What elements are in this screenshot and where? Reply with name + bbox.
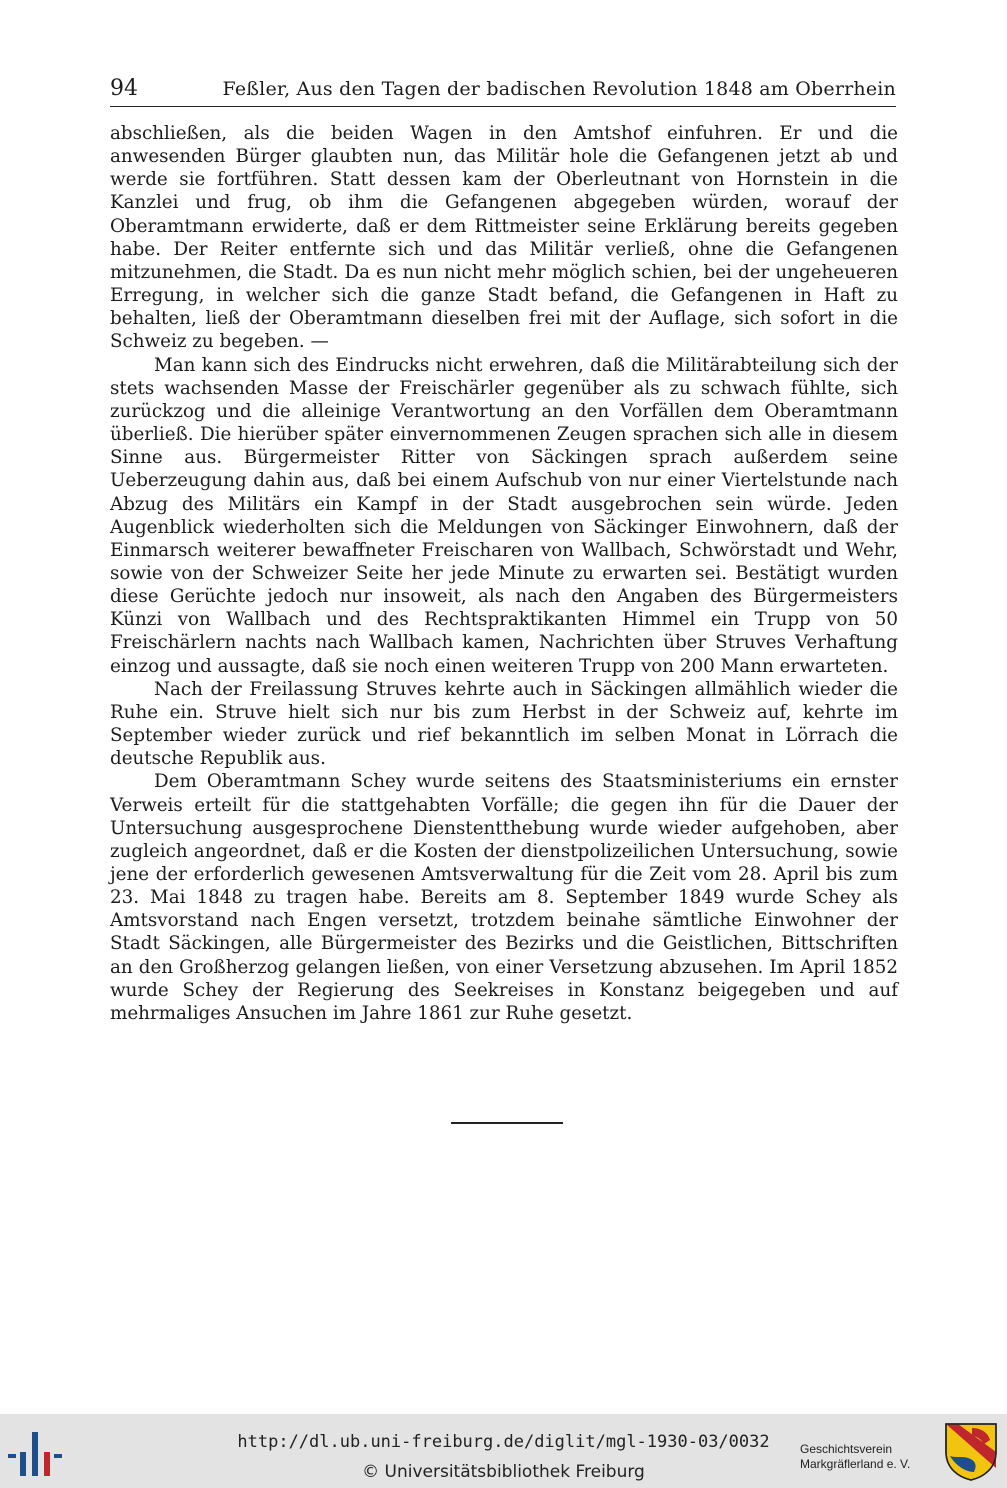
- paragraph-4: Dem Oberamtmann Schey wurde seitens des Staatsministeriums ein ernster Verweis erteilt für die stattgehabten Vorfälle; die gegen ihn für die Dauer der Untersuchung ausgesprochene Dienstentthebung wurde wieder aufgehoben, aber zugleich angeordnet, daß er die Kosten der dienstpolizeilichen Untersuchung, sowie jene der erforderlich gewesenen Amtsverwaltung für die Zeit vom 28. April bis zum 23. Mai 1848 zu tragen habe. Bereits am 8. September 1849 wurde Schey als Amtsvorstand nach Engen versetzt, trotzdem beinahe sämtliche Einwohner der Stadt Säckingen, alle Bürgermeister des Bezirks und die Geistlichen, Bittschriften an den Großherzog gelangen ließen, von einer Versetzung abzusehen. Im April 1852 wurde Schey der Regierung des Seekreises in Konstanz beigegeben und auf mehrmaliges Ansuchen im Jahre 1861 zur Ruhe gesetzt.: [110, 771, 898, 1024]
- paragraph-2: Man kann sich des Eindrucks nicht erwehren, daß die Militärabteilung sich der stets wachsenden Masse der Freischärler gegenüber als zu schwach fühlte, sich zurückzog und die alleinige Verantwortung an den Vorfällen dem Oberamtmann überließ. Die hierüber später einvernommenen Zeugen sprachen sich alle in diesem Sinne aus. Bürgermeister Ritter von Säckingen sprach außerdem seine Ueberzeugung dahin aus, daß bei einem Aufschub von nur einer Viertelstunde nach Abzug des Militärs ein Kampf in der Stadt ausgebrochen sein würde. Jeden Augenblick wiederholten sich die Meldungen von Säckinger Einwohnern, daß der Einmarsch weiterer bewaffneter Freischaren von Wallbach, Schwörstadt und Wehr, sowie von der Schweizer Seite her jede Minute zu erwarten sei. Bestätigt wurden diese Gerüchte jedoch nur insoweit, als nach den Angaben des Bürgermeisters Künzi von Wallbach und des Rechtspraktikanten Himmel ein Trupp von 50 Freischärlern nachts nach Wallbach kamen, Nachrichten über Struves Verhaftung einzog und aussagte, daß sie noch einen weiteren Trupp von 200 Mann erwarteten.: [110, 354, 898, 677]
- footer-url[interactable]: http://dl.ub.uni-freiburg.de/diglit/mgl-1930-03/0032: [237, 1432, 770, 1452]
- footer-copyright: © Universitätsbibliothek Freiburg: [362, 1462, 645, 1482]
- paragraph-1: abschließen, als die beiden Wagen in den Amtshof einfuhren. Er und die anwesenden Bürger glaubten nun, das Militär hole die Gefangenen jetzt ab und werde sie fortführen. Statt dessen kam der Oberleutnant von Hornstein in die Kanzlei und frug, ob ihm die Gefangenen abgegeben würden, worauf der Oberamtmann erwiderte, daß er dem Rittmeister seine Erklärung bereits gegeben habe. Der Reiter entfernte sich und das Militär verließ, ohne die Gefangenen mitzunehmen, die Stadt. Da es nun nicht mehr möglich schien, bei der ungeheueren Erregung, in welcher sich die ganze Stadt befand, die Gefangenen in Haft zu behalten, ließ der Oberamtmann dieselben frei mit der Auflage, sich sofort in die Schweiz zu begeben. —: [110, 123, 898, 353]
- running-header: [110, 72, 896, 107]
- coat-of-arms-icon: [944, 1422, 998, 1482]
- body-text: [110, 122, 898, 1025]
- paragraph-3: Nach der Freilassung Struves kehrte auch in Säckingen allmählich wieder die Ruhe ein. Struve hielt sich nur bis zum Herbst in der Schweiz auf, kehrte im September wieder zurück und rief bekanntlich im selben Monat in Lörrach die deutsche Republik aus.: [110, 678, 898, 770]
- society-name: [800, 1442, 940, 1472]
- society-line-1: Geschichtsverein: [800, 1442, 893, 1456]
- running-title: Feßler, Aus den Tagen der badischen Revolution 1848 am Oberrhein: [222, 78, 896, 100]
- page-number: 94: [110, 76, 138, 101]
- society-line-2: Markgräflerland e. V.: [800, 1457, 911, 1471]
- closing-rule: [451, 1122, 563, 1124]
- footer-bar: [0, 1414, 1007, 1488]
